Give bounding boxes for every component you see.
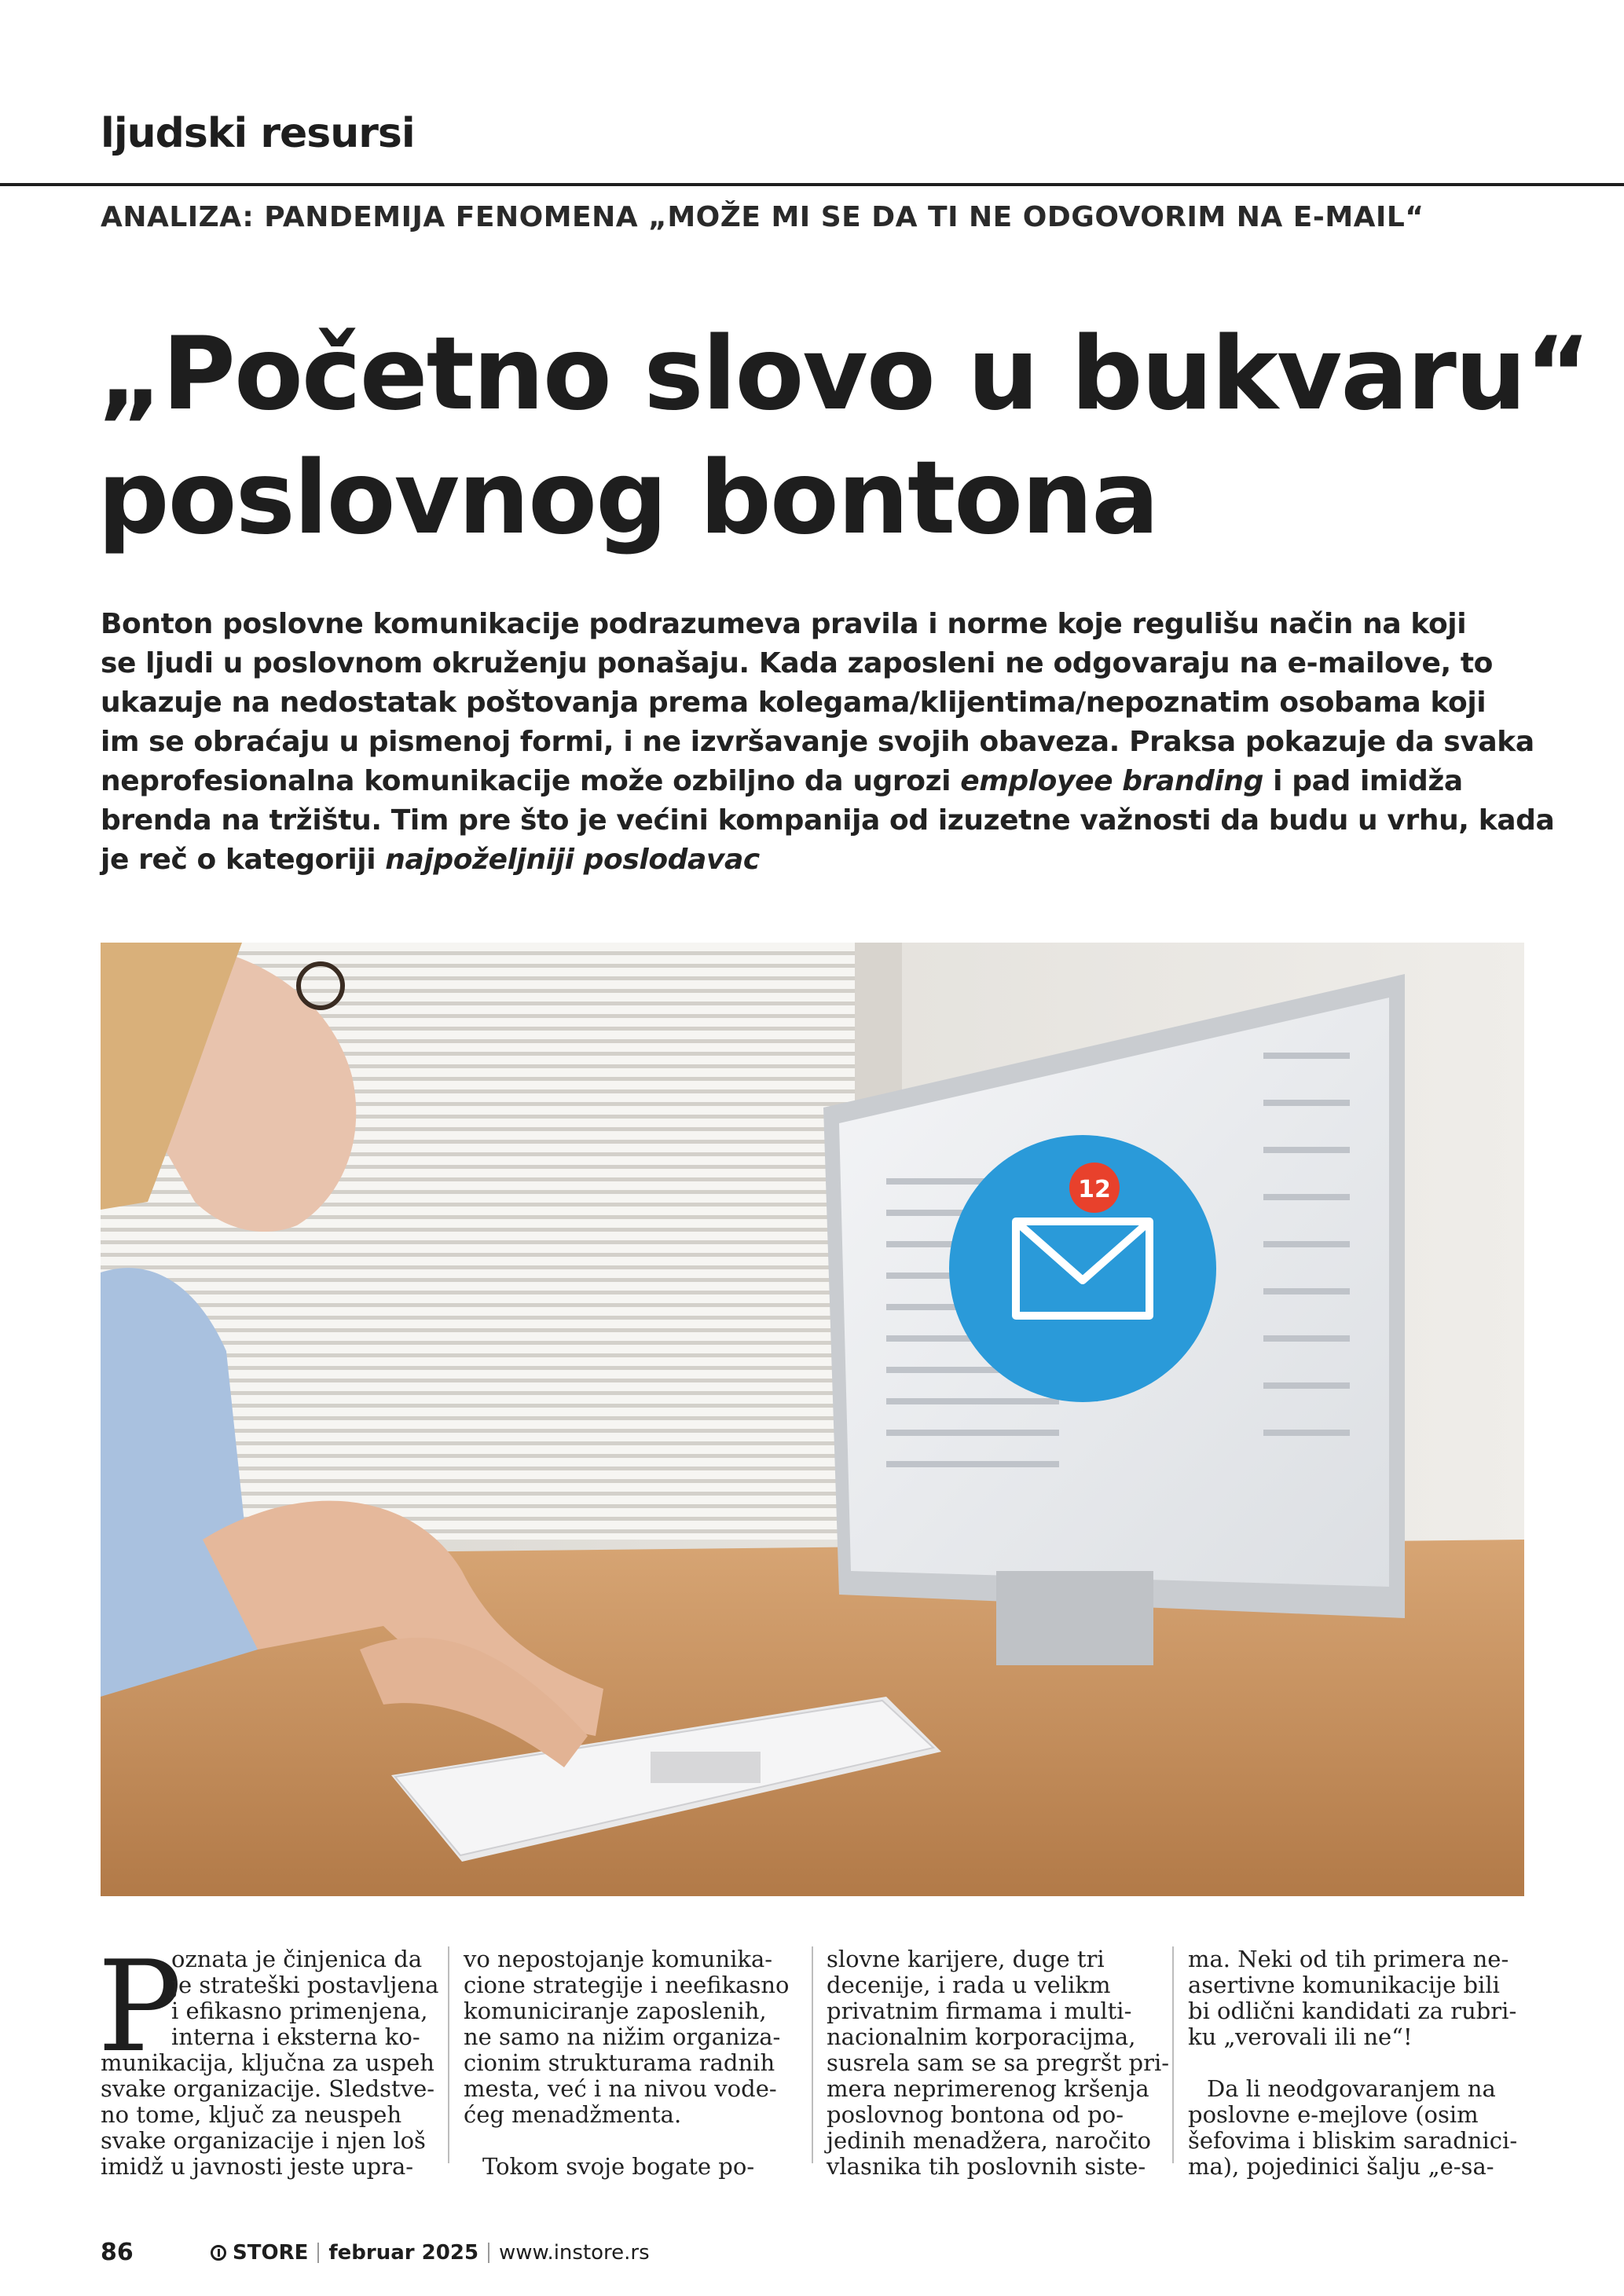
lead-text: je reč o kategoriji (101, 844, 386, 876)
body-column-3 (827, 1946, 1170, 2180)
column-separator (448, 1946, 449, 2163)
column-line: bi odlični kandidati za rubri- (1188, 1998, 1517, 2024)
footer-divider (317, 2243, 319, 2263)
column-separator (812, 1946, 813, 2163)
body-column-1-continued (101, 2050, 438, 2180)
headline-line-1: „Početno slovo u bukvaru“ (97, 316, 1590, 433)
footer-divider (488, 2243, 489, 2263)
column-line: Da li neodgovaranjem na (1207, 2075, 1496, 2102)
photo-illustration (101, 943, 1524, 1896)
lead-emphasis: employee branding (960, 765, 1264, 797)
column-line: ma), pojedinici šalju „e-sa- (1188, 2153, 1494, 2180)
page-footer (101, 2239, 650, 2266)
column-line: slovne karijere, duge tri (827, 1946, 1105, 1972)
headline-line-2: poslovnog bontona (97, 440, 1158, 557)
column-line: Tokom svoje bogate po- (482, 2153, 755, 2180)
column-line: svake organizacije. Sledstve- (101, 2075, 435, 2102)
article-kicker: ANALIZA: PANDEMIJA FENOMENA „MOŽE MI SE DA TI NE ODGOVORIM NA E-MAIL“ (101, 201, 1424, 233)
column-line: oznata je činjenica da (171, 1946, 423, 1972)
column-line: ne samo na nižim organiza- (464, 2023, 781, 2050)
lead-emphasis: najpoželjniji poslodavac (385, 844, 760, 876)
lead-line (101, 840, 1507, 880)
article-headline (97, 313, 1590, 561)
lead-text: i pad imidža (1263, 765, 1463, 797)
column-line: mera neprimerenog kršenja (827, 2075, 1149, 2102)
column-line: no tome, ključ za neuspeh (101, 2101, 402, 2128)
lead-line (101, 762, 1507, 801)
logo-icon (211, 2245, 226, 2261)
notification-count: 12 (1078, 1176, 1111, 1203)
column-line: imidž u javnosti jeste upra- (101, 2153, 414, 2180)
magazine-name: STORE (233, 2240, 309, 2265)
column-line: interna i eksterna ko- (171, 2023, 420, 2050)
column-line: poslovnog bontona od po- (827, 2101, 1124, 2128)
column-line: komuniciranje zaposlenih, (464, 1998, 767, 2024)
column-line: cionim strukturama radnih (464, 2049, 775, 2076)
column-line: jedinih menadžera, naročito (827, 2127, 1151, 2154)
column-line: mesta, već i na nivou vode- (464, 2075, 777, 2102)
article-lead (101, 605, 1555, 880)
issue-date: februar 2025 (328, 2240, 479, 2265)
body-column-4 (1188, 1946, 1518, 2180)
column-line: munikacija, ključna za uspeh (101, 2049, 434, 2076)
column-line: privatnim firmama i multi- (827, 1998, 1132, 2024)
body-column-2 (464, 1946, 790, 2180)
column-line: susrela sam se sa pregršt pri- (827, 2049, 1170, 2076)
header-rule (0, 183, 1624, 186)
paragraph-gap (1188, 2050, 1506, 2076)
column-separator (1172, 1946, 1174, 2163)
drop-cap: P (97, 1933, 182, 2080)
lead-line: Bonton poslovne komunikacije podrazumeva pravila i norme koje regulišu način na koji (101, 608, 1467, 640)
column-line: ćeg menadžmenta. (464, 2101, 682, 2128)
section-label: ljudski resursi (101, 110, 415, 157)
website-url: www.instore.rs (499, 2240, 650, 2265)
lead-line: ukazuje na nedostatak poštovanja prema kolegama/klijentima/nepoznatim osobama koji (101, 687, 1487, 719)
column-line: nacionalnim korporacijma, (827, 2023, 1136, 2050)
column-line: cione strategije i neefikasno (464, 1972, 790, 1998)
magazine-logo (211, 2241, 308, 2265)
body-column-1 (171, 1946, 439, 2050)
column-line: šefovima i bliskim saradnici- (1188, 2127, 1518, 2154)
column-line: vlasnika tih poslovnih siste- (827, 2153, 1146, 2180)
page-number: 86 (101, 2239, 134, 2266)
lead-text: neprofesionalna komunikacije može ozbiljno da ugrozi (101, 765, 961, 797)
article-photo (101, 943, 1524, 1896)
lead-line: im se obraćaju u pismenoj formi, i ne izvršavanje svojih obaveza. Praksa pokazuje da svaka (101, 726, 1534, 758)
column-line: decenije, i rada u velikm (827, 1972, 1111, 1998)
column-line: asertivne komunikacije bili (1188, 1972, 1500, 1998)
column-line: vo nepostojanje komunika- (464, 1946, 773, 1972)
column-line: je strateški postavljena (171, 1972, 439, 1998)
lead-line: brenda na tržištu. Tim pre što je većini kompanija od izuzetne važnosti da budu u vrhu, kada (101, 804, 1555, 837)
paragraph-gap (464, 2128, 782, 2154)
column-line: i efikasno primenjena, (171, 1998, 428, 2024)
lead-line: se ljudi u poslovnom okruženju ponašaju. Kada zaposleni ne odgovaraju na e-mailove, to (101, 647, 1494, 679)
column-line: ma. Neki od tih primera ne- (1188, 1946, 1509, 1972)
column-line: poslovne e-mejlove (osim (1188, 2101, 1479, 2128)
column-line: svake organizacije i njen loš (101, 2127, 426, 2154)
column-line: ku „verovali ili ne“! (1188, 2023, 1413, 2050)
